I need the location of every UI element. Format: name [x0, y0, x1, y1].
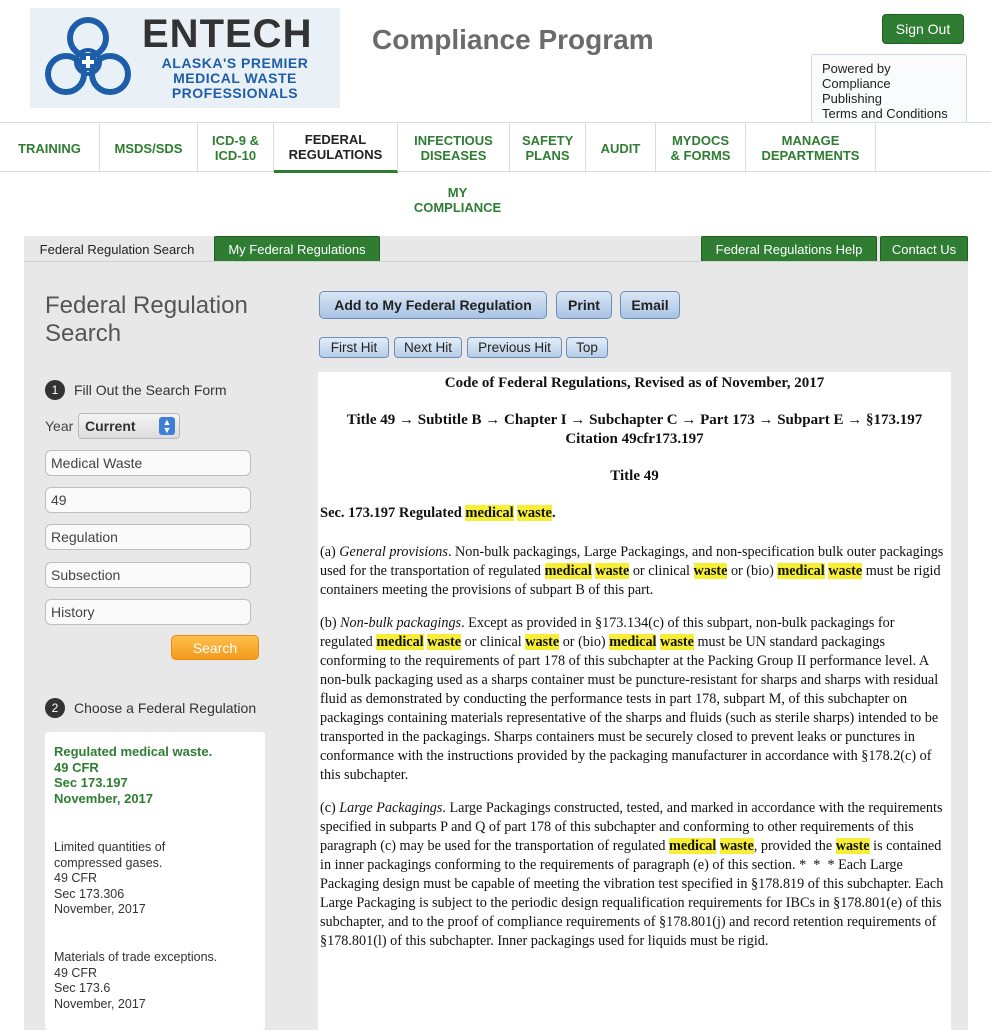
- regulation-field[interactable]: Regulation: [45, 524, 251, 550]
- subsection-field[interactable]: Subsection: [45, 562, 251, 588]
- nav-infectious-diseases[interactable]: INFECTIOUS DISEASES: [398, 123, 510, 173]
- result-item[interactable]: Limited quantities of compressed gases. 49 CFR Sec 173.306 November, 2017: [54, 840, 166, 916]
- year-select[interactable]: [78, 413, 180, 439]
- tab-federal-regulation-search[interactable]: Federal Regulation Search: [24, 236, 210, 262]
- divider: [24, 261, 968, 262]
- previous-hit-button[interactable]: Previous Hit: [467, 337, 562, 358]
- updown-arrows-icon: ▲ ▼: [159, 417, 175, 435]
- powered-by-text: Powered by: [822, 61, 891, 76]
- doc-title: Title 49: [610, 468, 659, 484]
- step-2-number: 2: [45, 698, 65, 718]
- entech-logo[interactable]: [30, 8, 340, 108]
- history-field[interactable]: History: [45, 599, 251, 625]
- top-button[interactable]: Top: [566, 337, 608, 358]
- terms-link[interactable]: Terms and Conditions: [822, 106, 948, 121]
- publishing-link[interactable]: Publishing: [822, 91, 882, 106]
- doc-breadcrumb: Title 49 → Subtitle B → Chapter I → Subchapter C → Part 173 → Subpart E → §173.197: [346, 412, 923, 428]
- results-list: [45, 732, 265, 1030]
- powered-by-box: [811, 54, 967, 124]
- secondary-nav: [0, 172, 991, 220]
- step-1: [45, 380, 227, 400]
- add-to-my-federal-regulation-button[interactable]: Add to My Federal Regulation: [319, 291, 547, 319]
- year-value: Current: [85, 418, 136, 434]
- title-field[interactable]: 49: [45, 487, 251, 513]
- nav-training[interactable]: TRAINING: [0, 123, 100, 173]
- nav-mydocs-forms[interactable]: MYDOCS & FORMS: [656, 123, 746, 173]
- search-button[interactable]: Search: [171, 635, 259, 660]
- regulation-document: [318, 372, 951, 1030]
- result-item[interactable]: Regulated medical waste. 49 CFR Sec 173.197 November, 2017: [54, 744, 213, 806]
- nav-msds-sds[interactable]: MSDS/SDS: [100, 123, 198, 173]
- nav-audit[interactable]: AUDIT: [586, 123, 656, 173]
- header: [0, 0, 991, 122]
- app-title: Compliance Program: [372, 24, 654, 55]
- tab-my-federal-regulations[interactable]: My Federal Regulations: [214, 236, 380, 262]
- federal-regulations-help-button[interactable]: Federal Regulations Help: [701, 236, 877, 262]
- doc-citation: Citation 49cfr173.197: [565, 431, 704, 447]
- step-1-number: 1: [45, 380, 65, 400]
- paragraph-a: (a) General provisions. Non-bulk packagings, Large Packagings, and non-specification bulk outer packagings used for the transportation of regulated medical waste or clinical waste or (bio) medical waste must be rigid containers meeting the provisions of subpart B of this part.: [320, 544, 944, 598]
- first-hit-button[interactable]: First Hit: [319, 337, 389, 358]
- year-label: Year: [45, 418, 74, 434]
- nav-my-compliance[interactable]: MY COMPLIANCE: [413, 185, 502, 215]
- main-nav: [0, 122, 991, 172]
- keyword-field[interactable]: Medical Waste: [45, 450, 251, 476]
- nav-icd[interactable]: ICD-9 & ICD-10: [198, 123, 274, 173]
- paragraph-b: (b) Non-bulk packagings. Except as provided in §173.134(c) of this subpart, non-bulk packagings for regulated medical waste or clinical waste or (bio) medical waste must be UN standard packagings conforming to the requirements of part 178 of this subchapter at the Packing Group II performance level. A non-bulk packaging used as a sharps container must be puncture-resistant for sharps and sharps with residual fluid as demonstrated by conducting the performance tests in part 178, subpart M, of this subchapter on packagings containing materials representative of the sharps and fluids (such as sterile sharps) intended to be transported in the packagings. Sharps containers must be securely closed to prevent leaks or punctures in conformance with the instructions provided by the packaging manufacturer in accordance with §178.2(c) of this subchapter.: [320, 615, 939, 783]
- biohazard-icon: [36, 12, 140, 104]
- print-button[interactable]: Print: [556, 291, 612, 319]
- step-2: [45, 698, 256, 718]
- result-item[interactable]: Materials of trade exceptions. 49 CFR Sec 173.6 November, 2017: [54, 950, 218, 1011]
- paragraph-c: (c) Large Packagings. Large Packagings constructed, tested, and marked in accordance with the requirements specified in subparts P and Q of part 178 of this subchapter and conforming to other requirements of this paragraph (c) may be used for the transportation of regulated medical waste, provided the waste is contained in inner packagings conforming to the requirements of paragraph (e) of this section. * * * Each Large Packaging design must be capable of meeting the vibration test specified in §178.819 of this subchapter. Each Large Packaging is subject to the periodic design requalification requirements for IBCs in §178.801(e) of this subchapter, and to the proof of compliance requirements of §178.801(j) and record retention requirements of §178.801(l) of this subchapter. Inner packagings used for liquids must be rigid.: [320, 800, 944, 949]
- nav-safety-plans[interactable]: SAFETY PLANS: [510, 123, 586, 173]
- compliance-link[interactable]: Compliance: [822, 76, 891, 91]
- sign-out-button[interactable]: Sign Out: [882, 14, 964, 44]
- nav-manage-departments[interactable]: MANAGE DEPARTMENTS: [746, 123, 876, 173]
- next-hit-button[interactable]: Next Hit: [394, 337, 462, 358]
- step-2-label: Choose a Federal Regulation: [74, 700, 257, 716]
- section-heading: Sec. 173.197 Regulated medical waste.: [320, 505, 556, 521]
- logo-tagline: ALASKA'S PREMIER MEDICAL WASTE PROFESSIONALS: [161, 55, 309, 101]
- step-1-label: Fill Out the Search Form: [74, 382, 227, 398]
- contact-us-button[interactable]: Contact Us: [880, 236, 968, 262]
- sidebar-title: Federal Regulation Search: [45, 292, 248, 347]
- nav-federal-regulations[interactable]: FEDERAL REGULATIONS: [274, 123, 398, 173]
- email-button[interactable]: Email: [620, 291, 680, 319]
- doc-heading: Code of Federal Regulations, Revised as of November, 2017: [444, 375, 825, 391]
- logo-name: ENTECH: [142, 12, 313, 56]
